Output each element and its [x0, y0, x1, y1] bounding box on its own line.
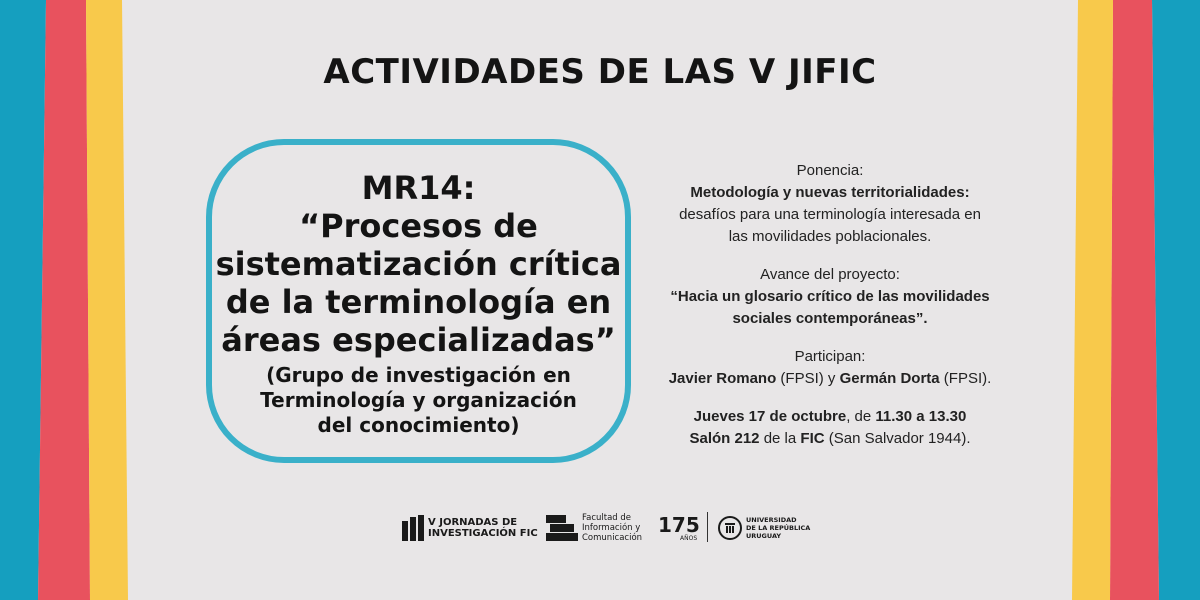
activity-title-line: “Procesos de — [299, 207, 538, 245]
event-address: (San Salvador 1944). — [824, 430, 971, 447]
participant-name: Germán Dorta — [839, 370, 940, 387]
jornadas-logo-text: V JORNADAS DE INVESTIGACIÓN FIC — [428, 517, 538, 539]
event-time: 11.30 a 13.30 — [875, 408, 967, 425]
activity-title-line: áreas especializadas” — [221, 321, 616, 359]
group-line: (Grupo de investigación en — [266, 363, 571, 387]
avance-title: “Hacia un glosario crítico de las movilidades — [670, 288, 990, 305]
schedule-location — [660, 428, 1000, 450]
ponencia-title: Metodología y nuevas territorialidades: — [690, 184, 970, 201]
fic-logo — [546, 508, 642, 548]
activity-code: MR14: — [361, 169, 476, 207]
fic-logo-text: Facultad de Información y Comunicación — [582, 513, 643, 543]
logo-divider — [707, 512, 708, 542]
anniversary-logo — [658, 508, 700, 548]
group-line: Terminología y organización — [260, 388, 577, 412]
ponencia-label: Ponencia: — [796, 162, 864, 179]
participants-label: Participan: — [794, 348, 866, 365]
activity-panel — [206, 139, 631, 463]
activity-details — [660, 160, 1000, 466]
participants-list — [660, 368, 1000, 390]
jornadas-mark-icon — [402, 515, 424, 541]
page-title: ACTIVIDADES DE LAS V JIFIC — [323, 52, 877, 92]
anniversary-number: 175 — [658, 512, 700, 537]
research-group — [212, 363, 625, 438]
participants-section — [660, 346, 1000, 390]
participant-affiliation: (FPSI) y — [776, 370, 840, 387]
group-line: del conocimiento) — [317, 413, 520, 437]
ponencia-description: las movilidades poblacionales. — [728, 228, 932, 245]
ponencia-section — [660, 160, 1000, 248]
activity-title-line: sistematización crítica — [215, 245, 622, 283]
participant-affiliation: (FPSI). — [939, 370, 992, 387]
logo-bar — [0, 508, 1200, 552]
event-room: Salón 212 — [689, 430, 760, 447]
activity-title-line: de la terminología en — [225, 283, 612, 321]
event-faculty: FIC — [800, 430, 825, 447]
udelar-logo-text: UNIVERSIDAD DE LA REPÚBLICA URUGUAY — [746, 516, 811, 540]
avance-label: Avance del proyecto: — [760, 266, 900, 283]
fic-mark-icon — [546, 515, 578, 541]
avance-title: sociales contemporáneas”. — [732, 310, 928, 327]
room-separator: de la — [759, 430, 801, 447]
event-date: Jueves 17 de octubre — [693, 408, 847, 425]
anniversary-label: AÑOS — [680, 534, 698, 542]
schedule-date — [660, 406, 1000, 428]
jornadas-logo — [402, 508, 538, 548]
date-separator: , de — [846, 408, 876, 425]
participant-name: Javier Romano — [668, 370, 777, 387]
schedule-section — [660, 406, 1000, 450]
udelar-logo — [718, 508, 810, 548]
avance-section — [660, 264, 1000, 330]
ponencia-description: desafíos para una terminología interesada en — [679, 206, 981, 223]
university-seal-icon — [718, 515, 742, 541]
